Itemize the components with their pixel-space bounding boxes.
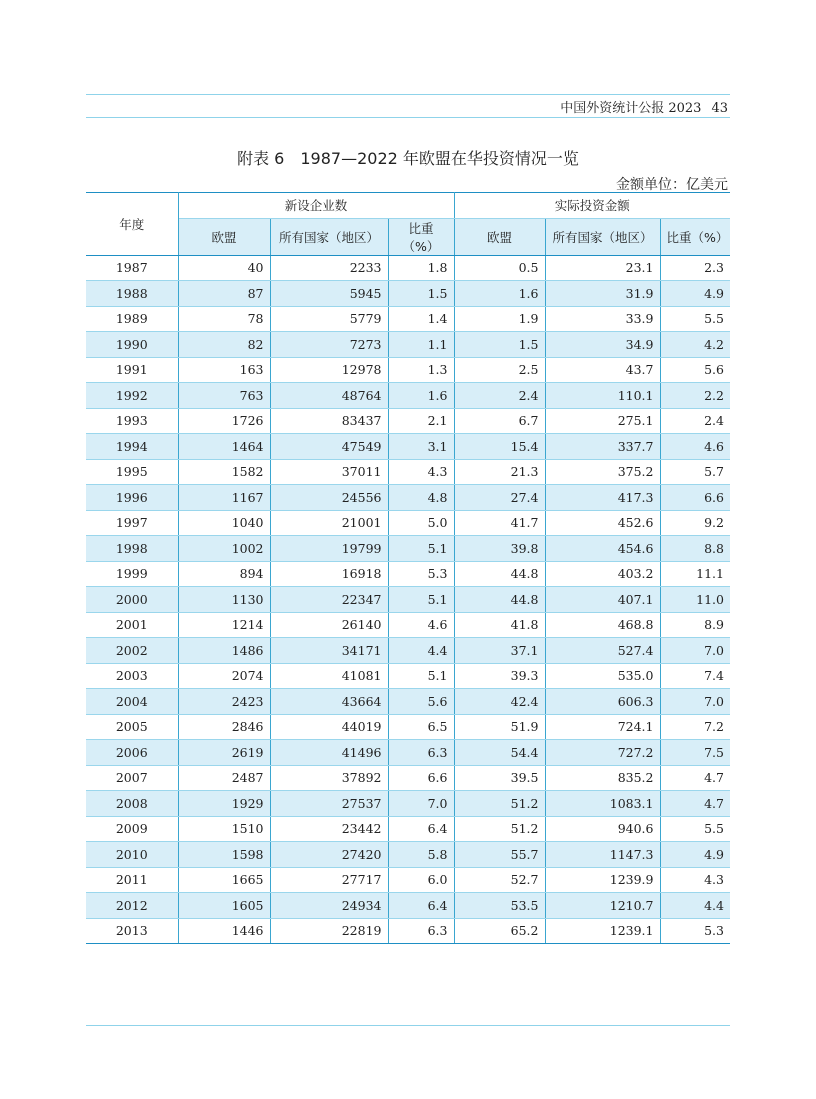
eu-enterprises-cell: 2423: [178, 689, 270, 715]
eu-investment-cell: 51.2: [454, 791, 545, 817]
eu-enterprises-cell: 78: [178, 306, 270, 332]
investment-share-header: 比重（%）: [660, 218, 730, 255]
all-investment-cell: 403.2: [545, 561, 660, 587]
all-enterprises-cell: 22347: [270, 587, 388, 613]
eu-investment-cell: 2.4: [454, 383, 545, 409]
year-cell: 2009: [86, 816, 178, 842]
all-enterprises-cell: 27717: [270, 867, 388, 893]
year-cell: 1993: [86, 408, 178, 434]
eu-investment-cell: 1.9: [454, 306, 545, 332]
eu-enterprises-cell: 894: [178, 561, 270, 587]
eu-enterprises-cell: 1486: [178, 638, 270, 664]
eu-investment-cell: 51.2: [454, 816, 545, 842]
header-row-2: [86, 218, 730, 255]
eu-investment-cell: 21.3: [454, 459, 545, 485]
eu-enterprises-cell: 1605: [178, 893, 270, 919]
all-enterprises-cell: 19799: [270, 536, 388, 562]
table-row: [86, 255, 730, 281]
all-investment-cell: 606.3: [545, 689, 660, 715]
eu-enterprises-cell: 2074: [178, 663, 270, 689]
investment-share-cell: 7.0: [660, 689, 730, 715]
table-row: [86, 612, 730, 638]
eu-enterprises-cell: 82: [178, 332, 270, 358]
table-row: [86, 357, 730, 383]
all-countries-investment-header: 所有国家（地区）: [545, 218, 660, 255]
year-cell: 2003: [86, 663, 178, 689]
year-cell: 1998: [86, 536, 178, 562]
eu-enterprises-cell: 1130: [178, 587, 270, 613]
all-enterprises-cell: 5945: [270, 281, 388, 307]
investment-share-cell: 8.8: [660, 536, 730, 562]
investment-share-cell: 6.6: [660, 485, 730, 511]
investment-share-cell: 5.7: [660, 459, 730, 485]
all-enterprises-cell: 26140: [270, 612, 388, 638]
eu-investment-cell: 65.2: [454, 918, 545, 944]
enterprises-share-cell: 6.5: [388, 714, 454, 740]
all-investment-cell: 1083.1: [545, 791, 660, 817]
investment-share-cell: 5.6: [660, 357, 730, 383]
eu-investment-cell: 6.7: [454, 408, 545, 434]
eu-enterprises-cell: 1582: [178, 459, 270, 485]
investment-share-cell: 4.7: [660, 765, 730, 791]
eu-enterprises-cell: 2619: [178, 740, 270, 766]
table-row: [86, 485, 730, 511]
all-enterprises-cell: 27420: [270, 842, 388, 868]
enterprises-share-cell: 6.0: [388, 867, 454, 893]
enterprises-share-cell: 1.6: [388, 383, 454, 409]
enterprises-share-cell: 1.4: [388, 306, 454, 332]
all-investment-cell: 375.2: [545, 459, 660, 485]
actual-investment-header: 实际投资金额: [454, 193, 730, 219]
table-row: [86, 408, 730, 434]
year-cell: 1989: [86, 306, 178, 332]
header-row-1: [86, 193, 730, 219]
enterprises-share-cell: 3.1: [388, 434, 454, 460]
eu-enterprises-cell: 1214: [178, 612, 270, 638]
year-cell: 1988: [86, 281, 178, 307]
all-enterprises-cell: 34171: [270, 638, 388, 664]
enterprises-share-cell: 5.1: [388, 536, 454, 562]
all-enterprises-cell: 47549: [270, 434, 388, 460]
year-cell: 1996: [86, 485, 178, 511]
investment-share-cell: 4.2: [660, 332, 730, 358]
enterprises-share-cell: 4.6: [388, 612, 454, 638]
investment-share-cell: 11.0: [660, 587, 730, 613]
all-investment-cell: 33.9: [545, 306, 660, 332]
all-enterprises-cell: 27537: [270, 791, 388, 817]
table-row: [86, 765, 730, 791]
table-row: [86, 332, 730, 358]
all-countries-enterprises-header: 所有国家（地区）: [270, 218, 388, 255]
year-cell: 2005: [86, 714, 178, 740]
year-cell: 2011: [86, 867, 178, 893]
table-row: [86, 536, 730, 562]
all-investment-cell: 110.1: [545, 383, 660, 409]
table-row: [86, 663, 730, 689]
enterprises-share-cell: 5.1: [388, 663, 454, 689]
investment-share-cell: 4.9: [660, 281, 730, 307]
all-enterprises-cell: 24556: [270, 485, 388, 511]
year-cell: 2006: [86, 740, 178, 766]
enterprises-share-cell: 5.1: [388, 587, 454, 613]
table-row: [86, 510, 730, 536]
all-investment-cell: 835.2: [545, 765, 660, 791]
table-row: [86, 459, 730, 485]
eu-enterprises-cell: 1464: [178, 434, 270, 460]
eu-enterprises-cell: 1167: [178, 485, 270, 511]
eu-enterprises-cell: 2487: [178, 765, 270, 791]
eu-investment-cell: 39.8: [454, 536, 545, 562]
all-investment-cell: 407.1: [545, 587, 660, 613]
all-investment-cell: 454.6: [545, 536, 660, 562]
eu-enterprises-cell: 1002: [178, 536, 270, 562]
eu-investment-cell: 54.4: [454, 740, 545, 766]
enterprises-share-cell: 1.8: [388, 255, 454, 281]
eu-investment-cell: 44.8: [454, 587, 545, 613]
year-cell: 1992: [86, 383, 178, 409]
all-investment-cell: 23.1: [545, 255, 660, 281]
table-row: [86, 893, 730, 919]
investment-share-cell: 5.3: [660, 918, 730, 944]
table-row: [86, 281, 730, 307]
table-row: [86, 740, 730, 766]
enterprises-share-cell: 6.3: [388, 918, 454, 944]
all-investment-cell: 34.9: [545, 332, 660, 358]
year-cell: 2007: [86, 765, 178, 791]
eu-investment-cell: 1.6: [454, 281, 545, 307]
investment-share-cell: 7.0: [660, 638, 730, 664]
enterprises-share-cell: 1.1: [388, 332, 454, 358]
eu-investment-cell: 1.5: [454, 332, 545, 358]
enterprises-share-cell: 1.5: [388, 281, 454, 307]
all-enterprises-cell: 12978: [270, 357, 388, 383]
eu-enterprises-cell: 40: [178, 255, 270, 281]
page-number: 43: [711, 101, 728, 116]
year-cell: 2004: [86, 689, 178, 715]
table-row: [86, 791, 730, 817]
eu-investment-cell: 15.4: [454, 434, 545, 460]
eu-investment-cell: 41.8: [454, 612, 545, 638]
all-enterprises-cell: 41081: [270, 663, 388, 689]
enterprises-share-cell: 6.4: [388, 816, 454, 842]
eu-enterprises-cell: 1446: [178, 918, 270, 944]
year-cell: 1995: [86, 459, 178, 485]
eu-enterprises-cell: 2846: [178, 714, 270, 740]
all-enterprises-cell: 37892: [270, 765, 388, 791]
all-enterprises-cell: 16918: [270, 561, 388, 587]
all-enterprises-cell: 22819: [270, 918, 388, 944]
table-row: [86, 842, 730, 868]
table-row: [86, 306, 730, 332]
unit-label: 金额单位：亿美元: [616, 177, 728, 193]
table-row: [86, 434, 730, 460]
top-rule: [86, 94, 730, 95]
eu-enterprises-cell: 1726: [178, 408, 270, 434]
table-row: [86, 867, 730, 893]
investment-share-cell: 7.2: [660, 714, 730, 740]
all-enterprises-cell: 7273: [270, 332, 388, 358]
all-enterprises-cell: 21001: [270, 510, 388, 536]
investment-share-cell: 2.3: [660, 255, 730, 281]
all-investment-cell: 31.9: [545, 281, 660, 307]
eu-enterprises-cell: 763: [178, 383, 270, 409]
all-investment-cell: 43.7: [545, 357, 660, 383]
eu-investment-cell: 39.3: [454, 663, 545, 689]
eu-investment-cell: 41.7: [454, 510, 545, 536]
eu-enterprises-cell: 1598: [178, 842, 270, 868]
table-row: [86, 714, 730, 740]
investment-share-cell: 9.2: [660, 510, 730, 536]
table-row: [86, 689, 730, 715]
table-row: [86, 638, 730, 664]
year-cell: 1999: [86, 561, 178, 587]
all-investment-cell: 417.3: [545, 485, 660, 511]
investment-share-cell: 2.2: [660, 383, 730, 409]
publication-name: 中国外资统计公报 2023: [560, 101, 702, 116]
investment-share-cell: 7.4: [660, 663, 730, 689]
all-enterprises-cell: 43664: [270, 689, 388, 715]
investment-share-cell: 4.9: [660, 842, 730, 868]
investment-share-cell: 8.9: [660, 612, 730, 638]
year-cell: 1991: [86, 357, 178, 383]
enterprises-share-cell: 5.6: [388, 689, 454, 715]
eu-investment-header: 欧盟: [454, 218, 545, 255]
year-cell: 2008: [86, 791, 178, 817]
table-row: [86, 587, 730, 613]
eu-investment-cell: 55.7: [454, 842, 545, 868]
table-body: [86, 255, 730, 944]
table-title: 附表 6 1987—2022 年欧盟在华投资情况一览: [237, 149, 579, 168]
eu-enterprises-cell: 1510: [178, 816, 270, 842]
eu-investment-cell: 39.5: [454, 765, 545, 791]
eu-enterprises-cell: 87: [178, 281, 270, 307]
footer-rule: [86, 1025, 730, 1026]
eu-enterprises-cell: 1665: [178, 867, 270, 893]
all-investment-cell: 337.7: [545, 434, 660, 460]
year-cell: 1987: [86, 255, 178, 281]
eu-investment-cell: 2.5: [454, 357, 545, 383]
year-cell: 2000: [86, 587, 178, 613]
table-row: [86, 918, 730, 944]
enterprises-share-cell: 4.4: [388, 638, 454, 664]
all-investment-cell: 727.2: [545, 740, 660, 766]
enterprises-share-cell: 6.4: [388, 893, 454, 919]
all-investment-cell: 527.4: [545, 638, 660, 664]
table-row: [86, 816, 730, 842]
all-enterprises-cell: 37011: [270, 459, 388, 485]
all-investment-cell: 1147.3: [545, 842, 660, 868]
investment-share-cell: 4.6: [660, 434, 730, 460]
all-investment-cell: 535.0: [545, 663, 660, 689]
year-header: 年度: [86, 193, 178, 256]
all-enterprises-cell: 5779: [270, 306, 388, 332]
all-enterprises-cell: 83437: [270, 408, 388, 434]
eu-investment-cell: 42.4: [454, 689, 545, 715]
investment-share-cell: 11.1: [660, 561, 730, 587]
enterprises-share-cell: 2.1: [388, 408, 454, 434]
investment-share-cell: 2.4: [660, 408, 730, 434]
investment-share-cell: 4.4: [660, 893, 730, 919]
eu-investment-table: [86, 192, 730, 944]
header-rule: [86, 117, 730, 118]
enterprises-share-cell: 5.8: [388, 842, 454, 868]
year-cell: 2001: [86, 612, 178, 638]
enterprises-share-cell: 6.3: [388, 740, 454, 766]
all-investment-cell: 275.1: [545, 408, 660, 434]
eu-investment-cell: 51.9: [454, 714, 545, 740]
eu-investment-cell: 27.4: [454, 485, 545, 511]
eu-investment-cell: 0.5: [454, 255, 545, 281]
table-row: [86, 383, 730, 409]
year-cell: 1997: [86, 510, 178, 536]
eu-investment-cell: 52.7: [454, 867, 545, 893]
enterprises-share-cell: 1.3: [388, 357, 454, 383]
all-investment-cell: 940.6: [545, 816, 660, 842]
eu-enterprises-header: 欧盟: [178, 218, 270, 255]
new-enterprises-header: 新设企业数: [178, 193, 454, 219]
all-investment-cell: 1210.7: [545, 893, 660, 919]
all-investment-cell: 1239.9: [545, 867, 660, 893]
all-investment-cell: 452.6: [545, 510, 660, 536]
eu-enterprises-cell: 1929: [178, 791, 270, 817]
enterprises-share-cell: 4.8: [388, 485, 454, 511]
year-cell: 2002: [86, 638, 178, 664]
investment-share-cell: 5.5: [660, 306, 730, 332]
year-cell: 1994: [86, 434, 178, 460]
all-enterprises-cell: 2233: [270, 255, 388, 281]
all-enterprises-cell: 48764: [270, 383, 388, 409]
eu-investment-cell: 37.1: [454, 638, 545, 664]
eu-investment-cell: 53.5: [454, 893, 545, 919]
enterprises-share-cell: 6.6: [388, 765, 454, 791]
investment-share-cell: 5.5: [660, 816, 730, 842]
investment-share-cell: 4.3: [660, 867, 730, 893]
investment-share-cell: 7.5: [660, 740, 730, 766]
year-cell: 2010: [86, 842, 178, 868]
enterprises-share-cell: 7.0: [388, 791, 454, 817]
all-investment-cell: 468.8: [545, 612, 660, 638]
enterprises-share-cell: 5.0: [388, 510, 454, 536]
running-header: [560, 97, 728, 116]
table-row: [86, 561, 730, 587]
eu-investment-cell: 44.8: [454, 561, 545, 587]
eu-enterprises-cell: 1040: [178, 510, 270, 536]
year-cell: 2012: [86, 893, 178, 919]
investment-share-cell: 4.7: [660, 791, 730, 817]
all-investment-cell: 1239.1: [545, 918, 660, 944]
year-cell: 2013: [86, 918, 178, 944]
all-investment-cell: 724.1: [545, 714, 660, 740]
all-enterprises-cell: 24934: [270, 893, 388, 919]
enterprises-share-header: 比重（%）: [388, 218, 454, 255]
all-enterprises-cell: 41496: [270, 740, 388, 766]
eu-enterprises-cell: 163: [178, 357, 270, 383]
all-enterprises-cell: 44019: [270, 714, 388, 740]
enterprises-share-cell: 4.3: [388, 459, 454, 485]
year-cell: 1990: [86, 332, 178, 358]
enterprises-share-cell: 5.3: [388, 561, 454, 587]
all-enterprises-cell: 23442: [270, 816, 388, 842]
